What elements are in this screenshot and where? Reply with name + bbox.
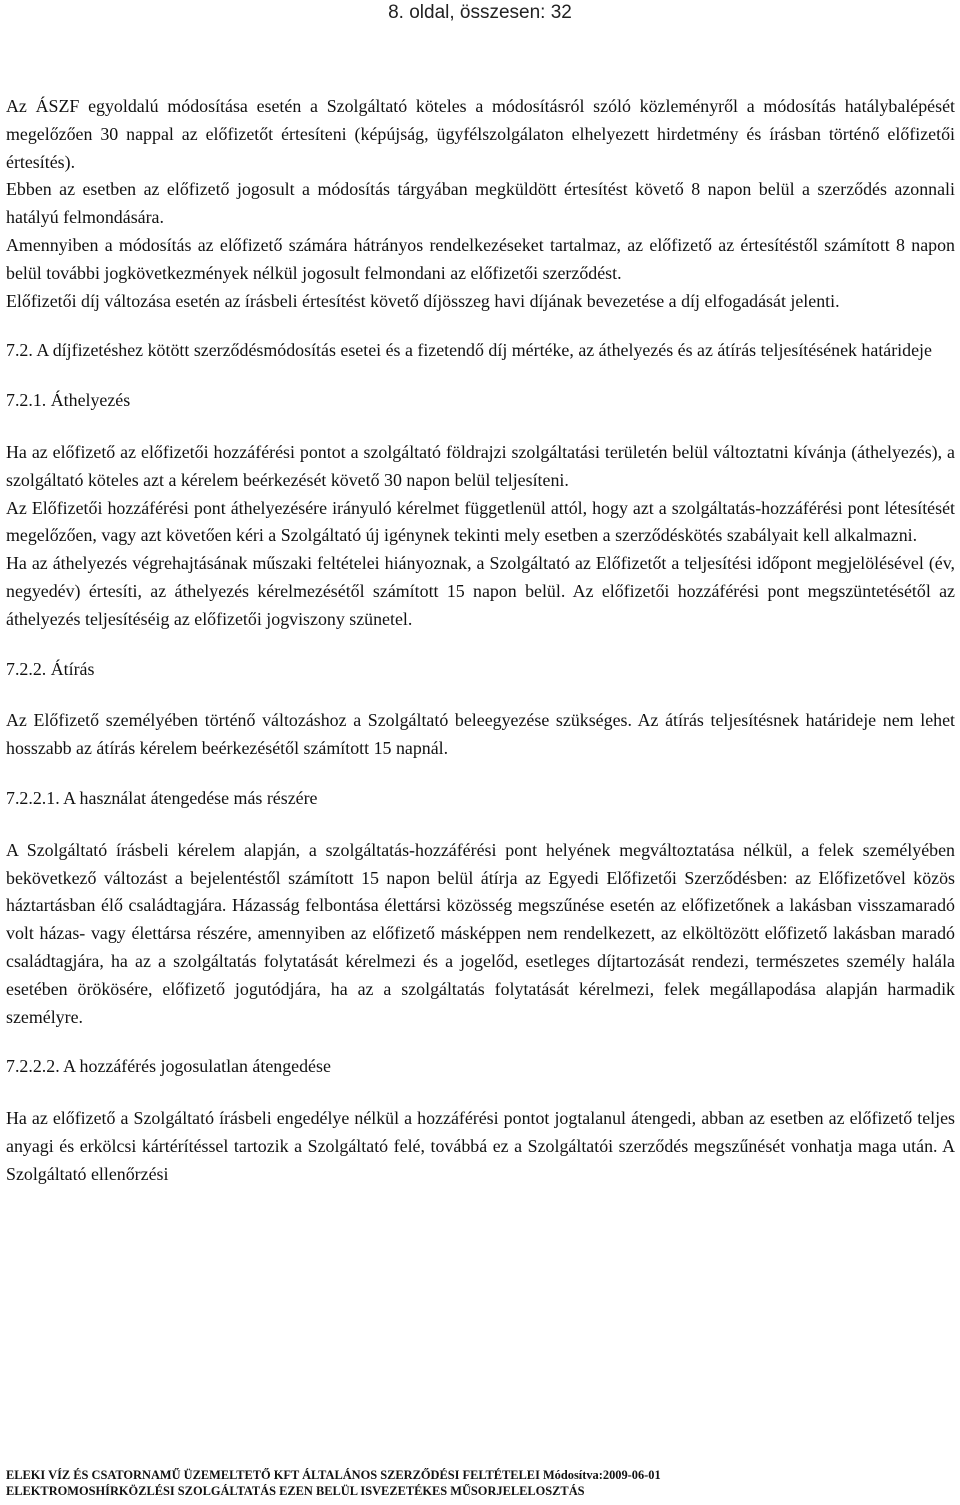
page-number-header: 8. oldal, összesen: 32 <box>388 2 572 23</box>
section-7-2-heading: 7.2. A díjfizetéshez kötött szerződésmódosítás esetei és a fizetendő díj mértéke, az áthelyezés és az átírás teljesítésének határideje <box>6 340 932 361</box>
footer-line-2: ELEKTROMOSHÍRKÖZLÉSI SZOLGÁLTATÁS EZEN BELÜL ISVEZETÉKES MŰSORJELELOSZTÁS <box>6 1484 585 1498</box>
section-7-2-2-heading: 7.2.2. Átírás <box>6 658 95 679</box>
intro-paragraph-4: Előfizetői díj változása esetén az írásbeli értesítést követő díjösszeg havi díjának bevezetése a díj elfogadását jelenti. <box>6 290 840 311</box>
section-7-2-1-paragraph-3: Ha az áthelyezés végrehajtásának műszaki feltételei hiányoznak, a Szolgáltató az Előfizetőt a teljesítési időpont megjelölésével (év, negyedév) értesíti, az áthelyezés kérelmezésétől számított 15 napon belül. Az előfizetői hozzáférési pont megszüntetésétől az áthelyezés teljesítéséig az előfizetői jogviszony szünetel. <box>6 553 955 629</box>
intro-paragraph-3: Amennyiben a módosítás az előfizető számára hátrányos rendelkezéseket tartalmaz, az előfizető az értesítéstől számított 8 napon belül további jogkövetkezmények nélkül jogosult felmondani az előfizetői szerződést. <box>6 234 955 283</box>
section-7-2-2-2-heading: 7.2.2.2. A hozzáférés jogosulatlan átengedése <box>6 1056 331 1077</box>
intro-paragraph-2: Ebben az esetben az előfizető jogosult a módosítás tárgyában megküldött értesítést követő 8 napon belül a szerződés azonnali hatályú felmondására. <box>6 179 955 228</box>
section-7-2-1-paragraph-1: Ha az előfizető az előfizetői hozzáférési pontot a szolgáltató földrajzi szolgáltatási területén belül változtatni kívánja (áthelyezés), a szolgáltató köteles azt a kérelem beérkezését követő 30 napon belül teljesíteni. <box>6 441 955 490</box>
section-7-2-2-1-paragraph-1: A Szolgáltató írásbeli kérelem alapján, a szolgáltatás-hozzáférési pont helyének megváltoztatása nélkül, a felek személyében bekövetkező változást a bejelentéstől számított 15 napon belül átírja az Egyedi Előfizetői Szerződésben: az Előfizetővel közös háztartásban élő családtagjára. Házasság felbontása élettársi közösség megszűnése esetén az előfizetőnek a lakásban visszamaradó volt házas- vagy élettársa részére, amennyiben az előfizető másképpen nem rendelkezett, az elköltözött előfizető lakásban maradó családtagjára, ha az a szolgáltatás folytatását kérelmezi és a jogelőd, esetleges díjtartozását rendezi, természetes személy halála esetében örökösére, előfizető jogutódjára, ha az a szolgáltatás folytatását kérelmezi, felek megállapodása alapján harmadik személyre. <box>6 839 955 1027</box>
section-7-2-1-heading: 7.2.1. Áthelyezés <box>6 390 131 411</box>
section-7-2-1-paragraph-2: Az Előfizetői hozzáférési pont áthelyezésére irányuló kérelmet függetlenül attól, hogy azt a szolgáltatás-hozzáférési pont létesítését megelőzően, vagy azt követően kéri a Szolgáltató új igénynek tekinti mely esetben a szerződéskötés szabályait kell alkalmazni. <box>6 497 955 546</box>
section-7-2-2-2-paragraph-1: Ha az előfizető a Szolgáltató írásbeli engedélye nélkül a hozzáférési pontot jogtalanul átengedi, abban az esetben az előfizető teljes anyagi és erkölcsi kártérítéssel tartozik a Szolgáltató felé, továbbá ez a Szolgáltatói szerződés megszűnését vonhatja maga után. A Szolgáltató ellenőrzési <box>6 1108 955 1184</box>
section-7-2-2-1-heading: 7.2.2.1. A használat átengedése más részére <box>6 787 318 808</box>
document-footer <box>6 1467 960 1499</box>
footer-line-1: ELEKI VÍZ ÉS CSATORNAMŰ ÜZEMELTETŐ KFT ÁLTALÁNOS SZERZŐDÉSI FELTÉTELEI Módosítva:2009-06-01 <box>6 1468 661 1482</box>
document-body <box>6 93 955 1189</box>
intro-paragraph-1: Az ÁSZF egyoldalú módosítása esetén a Szolgáltató köteles a módosításról szóló közleményről a módosítás hatálybalépését megelőzően 30 nappal az előfizetőt értesíteni (képújság, ügyfélszolgálaton elhelyezett hirdetmény és írásban történő előfizetői értesítés). <box>6 96 955 172</box>
section-7-2-2-paragraph-1: Az Előfizető személyében történő változáshoz a Szolgáltató beleegyezése szükséges. Az átírás teljesítésnek határideje nem lehet hosszabb az átírás kérelem beérkezésétől számított 15 napnál. <box>6 710 955 759</box>
